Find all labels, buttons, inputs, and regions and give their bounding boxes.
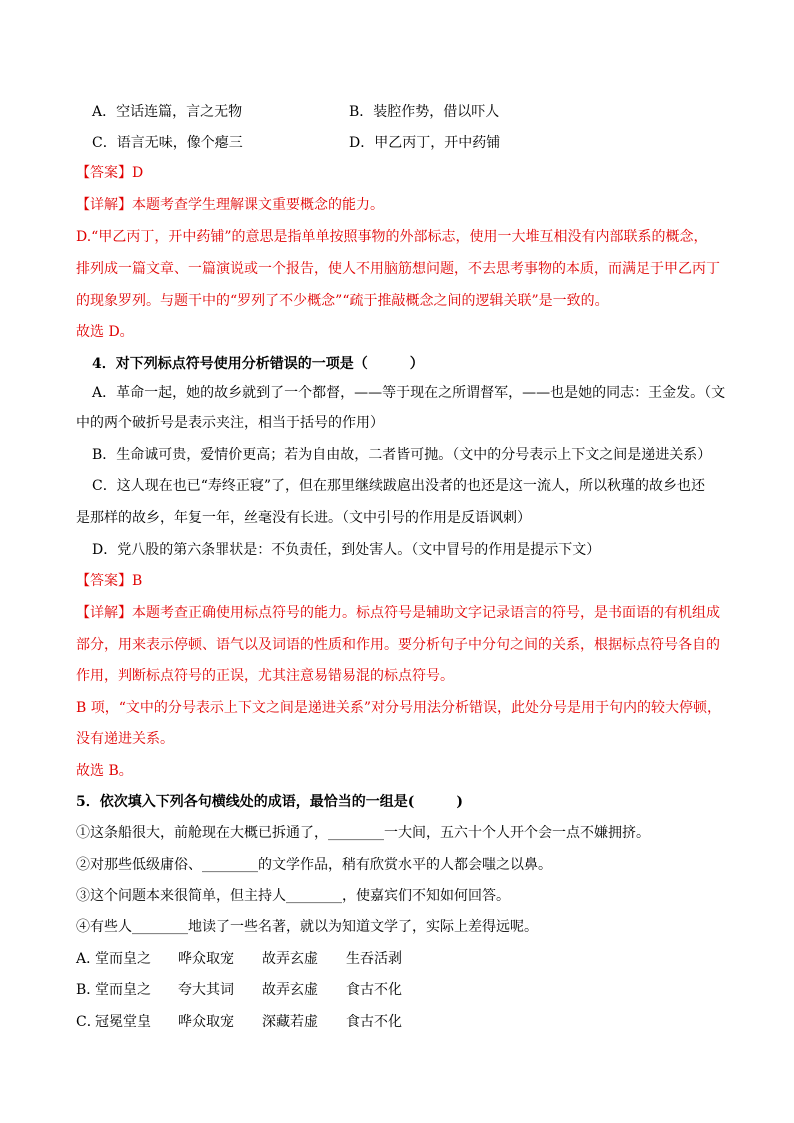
- q4-option-a-line-1: A．革命一起，她的故乡就到了一个都督，——等于现在之所谓督军，——也是她的同志：王金发。（文: [92, 385, 726, 401]
- choice-word-2: 哗众取宠: [178, 1014, 234, 1030]
- detail-line-1: 本题考查正确使用标点符号的能力。标点符号是辅助文字记录语言的符号，是书面语的有机组成: [132, 605, 720, 621]
- q4-answer: [76, 572, 142, 590]
- q3-option-b: B．装腔作势，借以吓人: [349, 104, 500, 120]
- q4-detail-line-5: 没有递进关系。: [76, 731, 174, 747]
- q4-conclusion: 故选 B。: [76, 763, 133, 779]
- choice-word-4: 食古不化: [346, 1014, 402, 1030]
- q5-sentence-4: ④有些人________地读了一些名著，就以为知道文学了，实际上差得远呢。: [76, 919, 538, 935]
- choice-word-4: 生吞活剥: [346, 951, 402, 967]
- q4-detail-line-2: 部分，用来表示停顿、语气以及词语的性质和作用。要分析句子中分句之间的关系，根据标点符号各自的: [76, 637, 720, 653]
- choice-word-3: 故弄玄虚: [262, 982, 318, 998]
- answer-label: 【答案】: [76, 573, 132, 589]
- q3-detail-line-2: 排列成一篇文章、一篇演说或一个报告，使人不用脑筋想问题，不去思考事物的本质，而满足于甲乙丙丁: [76, 261, 720, 277]
- q3-detail-line-3: 的现象罗列。与题干中的“罗列了不少概念”“疏于推敲概念之间的逻辑关联”是一致的。: [76, 293, 609, 309]
- choice-word-1: 堂而皇之: [95, 982, 151, 998]
- q5-sentence-2: ②对那些低级庸俗、________的文学作品，稍有欣赏水平的人都会嗤之以鼻。: [76, 857, 552, 873]
- q5-choice-c: [76, 1013, 476, 1031]
- q4-option-a-line-2: 中的两个破折号是表示夹注，相当于括号的作用）: [76, 415, 384, 431]
- q4-stem: 4．对下列标点符号使用分析错误的一项是（ ）: [92, 356, 424, 372]
- choice-word-4: 食古不化: [346, 982, 402, 998]
- q4-option-c-line-2: 是那样的故乡，年复一年，丝毫没有长进。（文中引号的作用是反语讽刺）: [76, 510, 531, 526]
- detail-label: 【详解】: [76, 197, 132, 213]
- choice-label: C．: [76, 1014, 101, 1030]
- q3-answer: [76, 164, 143, 182]
- q3-option-c: C．语言无味，像个瘪三: [92, 135, 243, 151]
- choice-word-1: 堂而皇之: [95, 951, 151, 967]
- choice-word-3: 深藏若虚: [262, 1014, 318, 1030]
- answer-value: D: [132, 165, 144, 181]
- q5-choice-b: [76, 981, 476, 999]
- q4-detail: [76, 604, 720, 622]
- answer-value: B: [132, 573, 143, 589]
- q3-option-d: D．甲乙丙丁，开中药铺: [349, 135, 501, 151]
- q4-option-b: B．生命诚可贵，爱情价更高；若为自由故，二者皆可抛。（文中的分号表示上下文之间是递进关系）: [92, 447, 712, 463]
- choice-word-2: 夸大其词: [178, 982, 234, 998]
- choice-word-1: 冠冕堂皇: [95, 1014, 151, 1030]
- q4-detail-line-4: B 项，“文中的分号表示上下文之间是递进关系”对分号用法分析错误，此处分号是用于句内的较大停顿，: [76, 700, 722, 716]
- q5-stem: 5．依次填入下列各句横线处的成语，最恰当的一组是( ): [76, 794, 463, 810]
- detail-label: 【详解】: [76, 605, 132, 621]
- q5-sentence-3: ③这个问题本来很简单，但主持人________，使嘉宾们不知如何回答。: [76, 888, 510, 904]
- detail-intro: 本题考查学生理解课文重要概念的能力。: [132, 197, 384, 213]
- q5-sentence-1: ①这条船很大，前舱现在大概已拆通了，________一大间，五六十个人开个会一点不嫌拥挤。: [76, 825, 650, 841]
- choice-label: B．: [76, 982, 101, 998]
- q5-choice-a: [76, 950, 476, 968]
- q3-option-a: A．空话连篇，言之无物: [92, 104, 243, 120]
- choice-word-3: 故弄玄虚: [262, 951, 318, 967]
- q4-detail-line-3: 作用，判断标点符号的正误，尤其注意易错易混的标点符号。: [76, 668, 454, 684]
- q3-detail: [76, 196, 384, 214]
- q3-conclusion: 故选 D。: [76, 324, 134, 340]
- q4-option-c-line-1: C．这人现在也已“寿终正寝”了，但在那里继续跋扈出没者的也还是这一流人，所以秋瑾的故乡也还: [92, 478, 706, 494]
- choice-word-2: 哗众取宠: [178, 951, 234, 967]
- choice-label: A．: [76, 951, 101, 967]
- answer-label: 【答案】: [76, 165, 132, 181]
- q4-option-d: D．党八股的第六条罪状是：不负责任，到处害人。（文中冒号的作用是提示下文）: [92, 542, 601, 558]
- q3-detail-line-1: D.“甲乙丙丁，开中药铺”的意思是指单单按照事物的外部标志，使用一大堆互相没有内部联系的概念，: [76, 229, 708, 245]
